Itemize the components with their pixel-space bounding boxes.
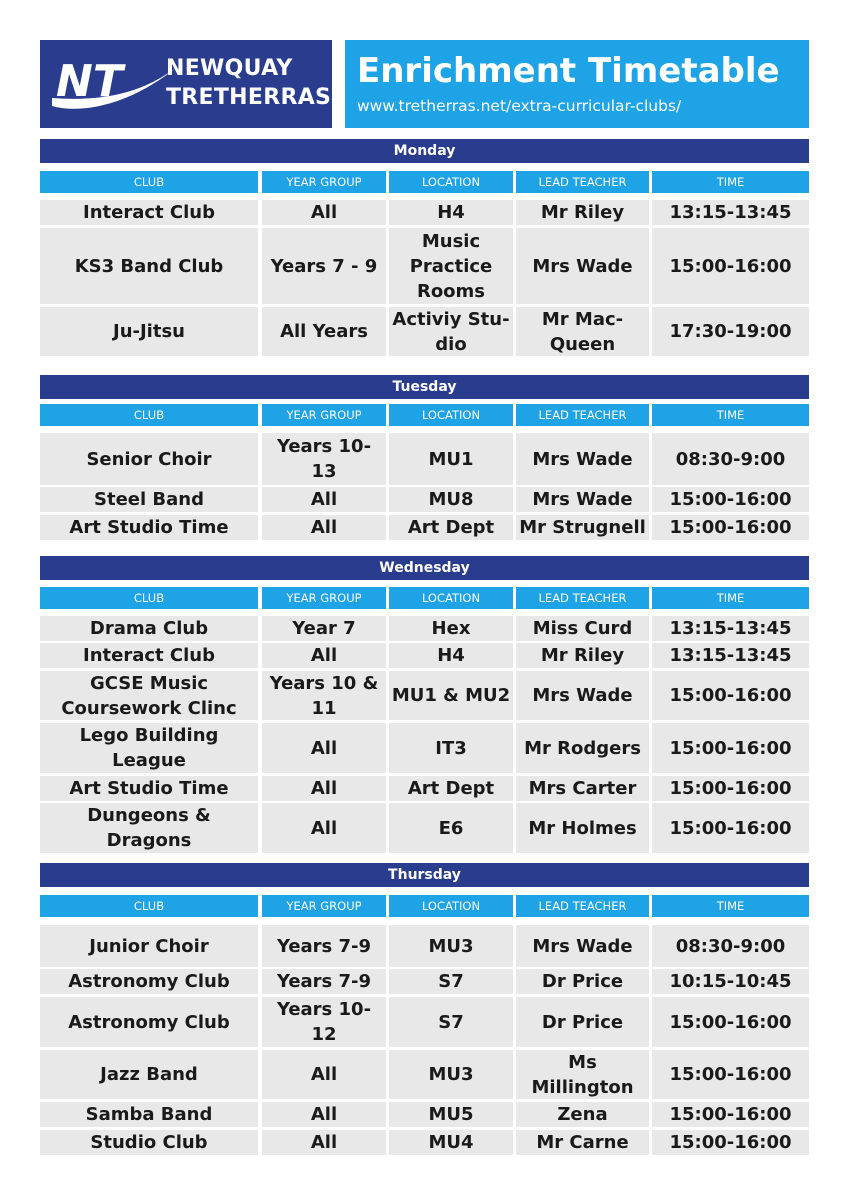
time-cell: 17:30-19:00 bbox=[669, 321, 792, 342]
lead-teacher-cell: Mr Riley bbox=[540, 645, 625, 666]
table-row bbox=[40, 433, 809, 485]
club-cell-box bbox=[40, 1102, 258, 1127]
club-cell-box bbox=[40, 723, 258, 773]
location-cell-box bbox=[389, 671, 513, 720]
lead-teacher-cell: Mr Strugnell bbox=[519, 517, 646, 538]
lead-teacher-cell: Mr Carne bbox=[536, 1132, 629, 1153]
school-name-line1: NEWQUAY bbox=[166, 56, 293, 81]
club-cell-box bbox=[40, 1050, 258, 1099]
club-cell: Lego Building League bbox=[79, 725, 219, 771]
club-cell-box bbox=[40, 307, 258, 356]
day-heading: Monday bbox=[40, 139, 809, 163]
lead-teacher-cell-box bbox=[516, 307, 649, 356]
location-cell: MU8 bbox=[428, 489, 474, 510]
club-cell: Astronomy Club bbox=[68, 1011, 230, 1033]
year-group-cell: Years 7 - 9 bbox=[270, 255, 378, 277]
year-group-cell: All bbox=[310, 1104, 338, 1125]
time-cell: 15:00-16:00 bbox=[669, 737, 792, 759]
year-group-cell: Years 10 & 11 bbox=[269, 672, 379, 719]
time-cell: 15:00-16:00 bbox=[669, 517, 792, 538]
time-cell: 15:00-16:00 bbox=[669, 1064, 792, 1085]
school-logo bbox=[40, 40, 332, 128]
table-row bbox=[40, 515, 809, 540]
location-cell: Activiy Stu- dio bbox=[392, 308, 510, 355]
club-cell-box bbox=[40, 1130, 258, 1155]
location-cell: E6 bbox=[438, 817, 464, 839]
location-cell: Music Practice Rooms bbox=[409, 230, 493, 302]
col-header-time: TIME bbox=[652, 404, 809, 426]
club-cell: Ju-Jitsu bbox=[113, 321, 185, 342]
location-cell-box bbox=[389, 515, 513, 540]
location-cell: MU3 bbox=[428, 935, 474, 957]
club-cell-box bbox=[40, 643, 258, 668]
year-group-cell-box bbox=[262, 776, 386, 801]
col-header-club: CLUB bbox=[40, 587, 258, 609]
table-row bbox=[40, 307, 809, 356]
year-group-cell: Years 10- 13 bbox=[276, 436, 372, 482]
col-header-year-group: YEAR GROUP bbox=[262, 587, 386, 609]
col-header-time: TIME bbox=[652, 171, 809, 193]
location-cell: Art Dept bbox=[407, 517, 495, 538]
time-cell: 15:00-16:00 bbox=[669, 685, 792, 706]
year-group-cell: All bbox=[310, 202, 338, 223]
table-row bbox=[40, 643, 809, 668]
year-group-cell-box bbox=[262, 228, 386, 304]
location-cell: H4 bbox=[437, 645, 465, 666]
club-cell: Interact Club bbox=[83, 645, 215, 666]
location-cell: MU5 bbox=[428, 1104, 474, 1125]
club-cell-box bbox=[40, 616, 258, 641]
lead-teacher-cell: Mrs Wade bbox=[532, 489, 633, 510]
lead-teacher-cell-box bbox=[516, 433, 649, 485]
col-header-lead-teacher: LEAD TEACHER bbox=[516, 404, 649, 426]
table-row bbox=[40, 228, 809, 304]
club-cell-box bbox=[40, 515, 258, 540]
lead-teacher-cell-box bbox=[516, 671, 649, 720]
location-cell-box bbox=[389, 643, 513, 668]
table-row bbox=[40, 969, 809, 994]
location-cell-box bbox=[389, 776, 513, 801]
club-cell-box bbox=[40, 228, 258, 304]
lead-teacher-cell-box bbox=[516, 643, 649, 668]
table-row bbox=[40, 997, 809, 1047]
club-cell: KS3 Band Club bbox=[74, 255, 224, 277]
time-cell-box bbox=[652, 776, 809, 801]
lead-teacher-cell: Mrs Wade bbox=[532, 685, 633, 706]
lead-teacher-cell-box bbox=[516, 200, 649, 225]
lead-teacher-cell: Mrs Wade bbox=[532, 255, 633, 277]
time-cell-box bbox=[652, 1130, 809, 1155]
year-group-cell-box bbox=[262, 723, 386, 773]
time-cell: 15:00-16:00 bbox=[669, 1132, 792, 1153]
time-cell-box bbox=[652, 723, 809, 773]
club-cell: Astronomy Club bbox=[68, 971, 230, 992]
year-group-cell-box bbox=[262, 1050, 386, 1099]
club-cell-box bbox=[40, 671, 258, 720]
lead-teacher-cell-box bbox=[516, 228, 649, 304]
time-cell: 15:00-16:00 bbox=[669, 1104, 792, 1125]
time-cell-box bbox=[652, 969, 809, 994]
year-group-cell-box bbox=[262, 997, 386, 1047]
location-cell: S7 bbox=[438, 1011, 464, 1033]
year-group-cell-box bbox=[262, 1102, 386, 1127]
year-group-cell: Years 7-9 bbox=[276, 971, 372, 992]
day-heading: Tuesday bbox=[40, 375, 809, 399]
club-cell: Senior Choir bbox=[86, 448, 212, 470]
time-cell: 13:15-13:45 bbox=[669, 202, 792, 223]
location-cell-box bbox=[389, 307, 513, 356]
club-cell-box bbox=[40, 200, 258, 225]
col-header-time: TIME bbox=[652, 895, 809, 917]
time-cell-box bbox=[652, 487, 809, 512]
club-cell-box bbox=[40, 969, 258, 994]
nt-logo-icon bbox=[50, 48, 180, 120]
year-group-cell: All bbox=[310, 778, 338, 799]
day-heading: Thursday bbox=[40, 863, 809, 887]
time-cell-box bbox=[652, 433, 809, 485]
year-group-cell-box bbox=[262, 925, 386, 967]
club-cell-box bbox=[40, 803, 258, 853]
location-cell-box bbox=[389, 803, 513, 853]
table-row bbox=[40, 616, 809, 641]
location-cell-box bbox=[389, 433, 513, 485]
lead-teacher-cell-box bbox=[516, 1050, 649, 1099]
location-cell: MU1 bbox=[428, 448, 474, 470]
lead-teacher-cell-box bbox=[516, 1130, 649, 1155]
col-header-club: CLUB bbox=[40, 171, 258, 193]
location-cell: MU4 bbox=[428, 1132, 474, 1153]
col-header-time: TIME bbox=[652, 587, 809, 609]
table-row bbox=[40, 671, 809, 720]
location-cell: S7 bbox=[438, 971, 464, 992]
club-cell: Dungeons & Dragons bbox=[87, 805, 211, 851]
time-cell: 10:15-10:45 bbox=[669, 971, 792, 992]
lead-teacher-cell: Mr Holmes bbox=[528, 817, 637, 839]
year-group-cell: Years 7-9 bbox=[276, 935, 372, 957]
location-cell-box bbox=[389, 1130, 513, 1155]
lead-teacher-cell: Miss Curd bbox=[532, 618, 633, 639]
title-banner bbox=[345, 40, 809, 128]
year-group-cell-box bbox=[262, 200, 386, 225]
lead-teacher-cell: Mr Rodgers bbox=[524, 737, 641, 759]
year-group-cell-box bbox=[262, 1130, 386, 1155]
col-header-location: LOCATION bbox=[389, 404, 513, 426]
location-cell-box bbox=[389, 925, 513, 967]
time-cell-box bbox=[652, 515, 809, 540]
table-row bbox=[40, 200, 809, 225]
year-group-cell-box bbox=[262, 307, 386, 356]
location-cell-box bbox=[389, 616, 513, 641]
table-row bbox=[40, 723, 809, 773]
time-cell: 15:00-16:00 bbox=[669, 489, 792, 510]
club-cell: Junior Choir bbox=[89, 935, 209, 957]
time-cell: 15:00-16:00 bbox=[669, 1011, 792, 1033]
col-header-year-group: YEAR GROUP bbox=[262, 171, 386, 193]
col-header-lead-teacher: LEAD TEACHER bbox=[516, 587, 649, 609]
time-cell: 15:00-16:00 bbox=[669, 817, 792, 839]
col-header-club: CLUB bbox=[40, 404, 258, 426]
club-cell-box bbox=[40, 997, 258, 1047]
year-group-cell: All bbox=[310, 1132, 338, 1153]
club-cell: Samba Band bbox=[85, 1104, 213, 1125]
table-row bbox=[40, 776, 809, 801]
time-cell: 15:00-16:00 bbox=[669, 255, 792, 277]
location-cell-box bbox=[389, 200, 513, 225]
table-row bbox=[40, 803, 809, 853]
col-header-club: CLUB bbox=[40, 895, 258, 917]
year-group-cell-box bbox=[262, 487, 386, 512]
lead-teacher-cell-box bbox=[516, 969, 649, 994]
website-url: www.tretherras.net/extra-curricular-clubs/ bbox=[357, 97, 682, 115]
school-name-line2: TRETHERRAS bbox=[166, 85, 332, 110]
lead-teacher-cell-box bbox=[516, 925, 649, 967]
time-cell: 13:15-13:45 bbox=[669, 645, 792, 666]
table-row bbox=[40, 487, 809, 512]
table-row bbox=[40, 1050, 809, 1099]
club-cell-box bbox=[40, 776, 258, 801]
lead-teacher-cell: Mrs Wade bbox=[532, 448, 633, 470]
year-group-cell-box bbox=[262, 643, 386, 668]
lead-teacher-cell-box bbox=[516, 1102, 649, 1127]
table-row bbox=[40, 1130, 809, 1155]
time-cell: 08:30-9:00 bbox=[675, 935, 786, 957]
time-cell-box bbox=[652, 1050, 809, 1099]
lead-teacher-cell: Mr Riley bbox=[540, 202, 625, 223]
year-group-cell: Year 7 bbox=[292, 618, 356, 639]
lead-teacher-cell: Dr Price bbox=[541, 971, 624, 992]
col-header-year-group: YEAR GROUP bbox=[262, 404, 386, 426]
col-header-year-group: YEAR GROUP bbox=[262, 895, 386, 917]
lead-teacher-cell: Dr Price bbox=[541, 1011, 624, 1033]
club-cell-box bbox=[40, 433, 258, 485]
location-cell-box bbox=[389, 487, 513, 512]
location-cell-box bbox=[389, 969, 513, 994]
year-group-cell: All bbox=[310, 737, 338, 759]
time-cell: 13:15-13:45 bbox=[669, 618, 792, 639]
year-group-cell: All bbox=[310, 645, 338, 666]
location-cell: IT3 bbox=[435, 737, 467, 759]
location-cell: MU3 bbox=[428, 1064, 474, 1085]
year-group-cell: Years 10- 12 bbox=[276, 999, 372, 1045]
school-name bbox=[166, 54, 331, 112]
club-cell: Art Studio Time bbox=[69, 778, 229, 799]
lead-teacher-cell-box bbox=[516, 776, 649, 801]
location-cell-box bbox=[389, 1050, 513, 1099]
club-cell-box bbox=[40, 925, 258, 967]
location-cell-box bbox=[389, 723, 513, 773]
location-cell: Art Dept bbox=[407, 778, 495, 799]
year-group-cell: All bbox=[310, 489, 338, 510]
year-group-cell-box bbox=[262, 515, 386, 540]
col-header-location: LOCATION bbox=[389, 587, 513, 609]
club-cell: Drama Club bbox=[89, 618, 209, 639]
col-header-location: LOCATION bbox=[389, 895, 513, 917]
time-cell-box bbox=[652, 671, 809, 720]
club-cell: Art Studio Time bbox=[69, 517, 229, 538]
club-cell: Steel Band bbox=[94, 489, 204, 510]
lead-teacher-cell: Mrs Carter bbox=[528, 778, 637, 799]
time-cell-box bbox=[652, 925, 809, 967]
lead-teacher-cell: Mr Mac- Queen bbox=[541, 308, 624, 355]
time-cell-box bbox=[652, 803, 809, 853]
location-cell-box bbox=[389, 997, 513, 1047]
lead-teacher-cell-box bbox=[516, 515, 649, 540]
col-header-lead-teacher: LEAD TEACHER bbox=[516, 895, 649, 917]
time-cell: 15:00-16:00 bbox=[669, 778, 792, 799]
location-cell: MU1 & MU2 bbox=[391, 685, 511, 706]
time-cell-box bbox=[652, 643, 809, 668]
lead-teacher-cell-box bbox=[516, 803, 649, 853]
lead-teacher-cell-box bbox=[516, 487, 649, 512]
year-group-cell-box bbox=[262, 616, 386, 641]
lead-teacher-cell-box bbox=[516, 723, 649, 773]
time-cell-box bbox=[652, 997, 809, 1047]
year-group-cell: All bbox=[310, 817, 338, 839]
club-cell: Interact Club bbox=[83, 202, 215, 223]
lead-teacher-cell-box bbox=[516, 997, 649, 1047]
day-heading: Wednesday bbox=[40, 556, 809, 580]
table-row bbox=[40, 925, 809, 967]
year-group-cell: All Years bbox=[280, 321, 368, 342]
club-cell: GCSE Music Coursework Clinc bbox=[61, 672, 237, 719]
time-cell-box bbox=[652, 228, 809, 304]
time-cell-box bbox=[652, 200, 809, 225]
lead-teacher-cell: Mrs Wade bbox=[532, 935, 633, 957]
col-header-location: LOCATION bbox=[389, 171, 513, 193]
page-title: Enrichment Timetable bbox=[357, 51, 780, 91]
year-group-cell-box bbox=[262, 671, 386, 720]
time-cell-box bbox=[652, 307, 809, 356]
year-group-cell-box bbox=[262, 433, 386, 485]
time-cell-box bbox=[652, 1102, 809, 1127]
year-group-cell-box bbox=[262, 803, 386, 853]
lead-teacher-cell: Ms Millington bbox=[531, 1051, 634, 1098]
col-header-lead-teacher: LEAD TEACHER bbox=[516, 171, 649, 193]
location-cell-box bbox=[389, 228, 513, 304]
club-cell: Studio Club bbox=[90, 1132, 208, 1153]
club-cell-box bbox=[40, 487, 258, 512]
year-group-cell-box bbox=[262, 969, 386, 994]
logo-initials: NT bbox=[56, 56, 123, 107]
time-cell-box bbox=[652, 616, 809, 641]
lead-teacher-cell-box bbox=[516, 616, 649, 641]
location-cell: Hex bbox=[431, 618, 471, 639]
table-row bbox=[40, 1102, 809, 1127]
location-cell-box bbox=[389, 1102, 513, 1127]
lead-teacher-cell: Zena bbox=[557, 1104, 608, 1125]
club-cell: Jazz Band bbox=[100, 1064, 198, 1085]
location-cell: H4 bbox=[437, 202, 465, 223]
time-cell: 08:30-9:00 bbox=[675, 448, 786, 470]
year-group-cell: All bbox=[310, 517, 338, 538]
year-group-cell: All bbox=[310, 1064, 338, 1085]
